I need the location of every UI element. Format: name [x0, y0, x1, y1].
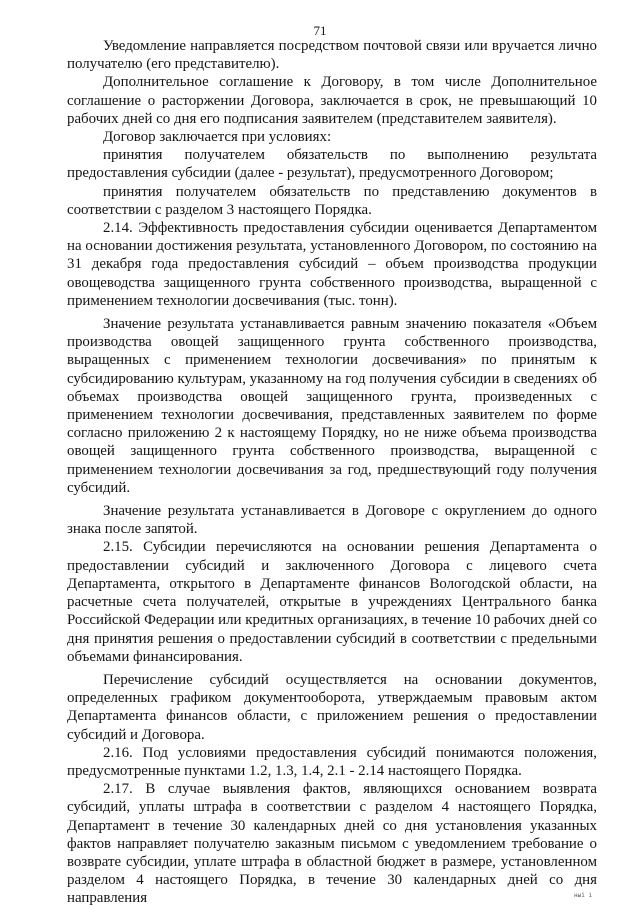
page-number: 71 — [313, 23, 327, 38]
paragraph-2-17-refund: 2.17. В случае выявления фактов, являющихся основанием возврата субсидий, уплаты штрафа в соответствии с разделом 4 настоящего Порядка, Департамент в течение 30 календарных дней со дня установления указанных фактов направляет получателю заказным письмом с уведомлением требование о возврате субсидии, уплате штрафа в областной бюджет в размере, установленном разделом 4 настоящего Порядка, в течение 30 календарных дней со дня направления — [67, 781, 597, 907]
paragraph-contract-conditions: Договор заключается при условиях: — [103, 129, 332, 146]
paragraph-condition-result: принятия получателем обязательств по выполнению результата предоставления субсидии (далее - результат), предусмотренного Договором; — [67, 147, 597, 182]
paragraph-additional-agreement: Дополнительное соглашение к Договору, в том числе Дополнительное соглашение о расторжении Договора, заключается в срок, не превышающий 10 рабочих дней со дня его подписания заявителем (представителем заявителя). — [67, 74, 597, 127]
paragraph-2-14-efficiency: 2.14. Эффективность предоставления субсидии оценивается Департаментом на основании достижения результата, установленного Договором, по состоянию на 31 декабря года предоставления субсидий – объем производства продукции овощеводства защищенного грунта собственного производства, выращенной с применением технологии досвечивания (тыс. тонн). — [67, 220, 597, 309]
paragraph-result-rounding: Значение результата устанавливается в Договоре с округлением до одного знака после запятой. — [67, 503, 597, 538]
paragraph-notification-delivery: Уведомление направляется посредством почтовой связи или вручается лично получателю (его представителю). — [67, 38, 597, 73]
footer-scan-mark: ныі і — [574, 892, 593, 899]
paragraph-2-15-transfer: 2.15. Субсидии перечисляются на основании решения Департамента о предоставлении субсидий и заключенного Договора с лицевого счета Департамента, открытого в Департаменте финансов Вологодской области, на расчетные счета получателей, открытые в учреждениях Центрального банка Российской Федерации или кредитных организациях, в течение 10 рабочих дней со дня принятия решения о предоставлении субсидий в соответствии с предельными объемами финансирования. — [67, 539, 597, 665]
paragraph-result-value: Значение результата устанавливается равным значению показателя «Объем производства овощей защищенного грунта собственного производства, выращенных с применением технологии досвечивания» по принятым к субсидированию культурам, указанному на год получения субсидии в сведениях об объемах производства овощей защищенного грунта, произведенных с применением технологии досвечивания, представленных заявителем по форме согласно приложению 2 к настоящему Порядку, но не ниже объема производства овощей защищенного грунта собственного производства, выращенной с применением технологии досвечивания за год, предшествующий году получения субсидий. — [67, 316, 597, 496]
paragraph-transfer-documents: Перечисление субсидий осуществляется на основании документов, определенных графиком документооборота, утверждаемым правовым актом Департамента финансов области, с приложением решения о предоставлении субсидий и Договора. — [67, 671, 597, 743]
document-body — [67, 37, 597, 908]
paragraph-condition-documents: принятия получателем обязательств по представлению документов в соответствии с разделом 3 настоящего Порядка. — [67, 183, 597, 218]
paragraph-2-16-conditions: 2.16. Под условиями предоставления субсидий понимаются положения, предусмотренные пунктами 1.2, 1.3, 1.4, 2.1 - 2.14 настоящего Порядка. — [67, 744, 597, 779]
